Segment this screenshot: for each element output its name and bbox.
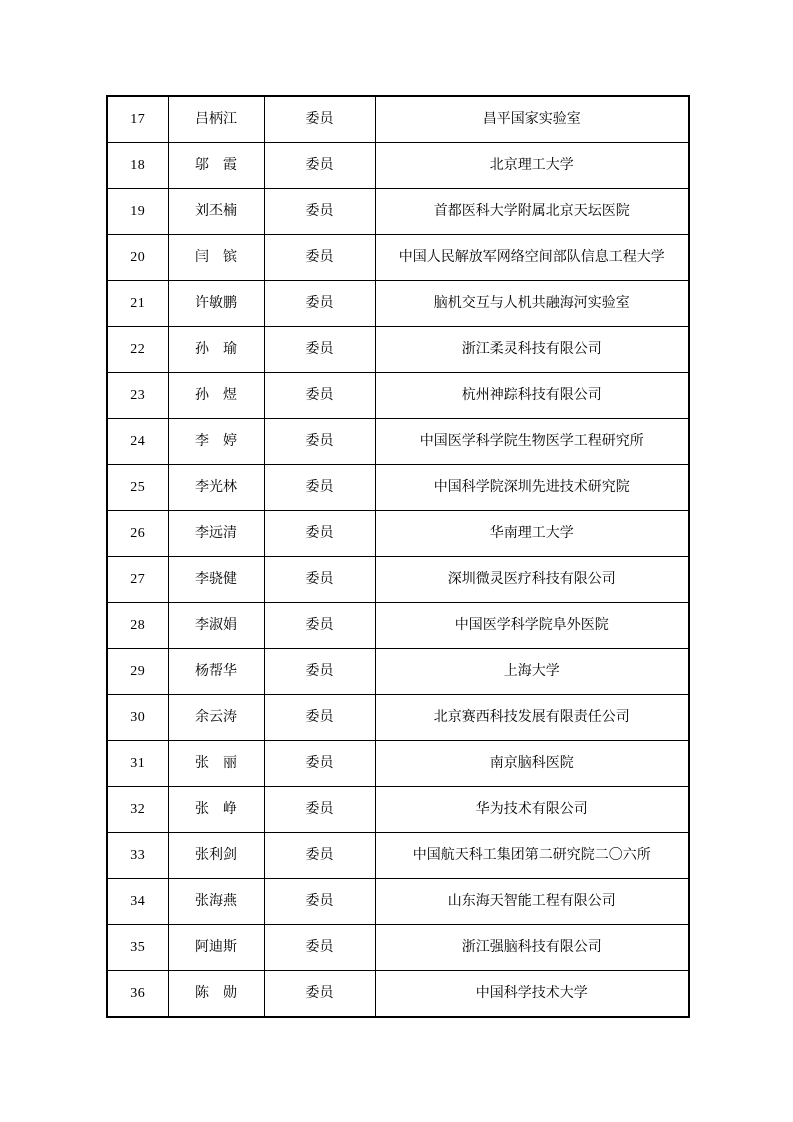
table-row [107, 971, 689, 1018]
table-row [107, 695, 689, 741]
member-role-cell: 委员 [264, 511, 375, 557]
table-row [107, 557, 689, 603]
table-row [107, 373, 689, 419]
member-organization-cell: 脑机交互与人机共融海河实验室 [375, 281, 689, 327]
member-number-cell: 19 [107, 189, 168, 235]
member-organization-cell: 山东海天智能工程有限公司 [375, 879, 689, 925]
table-row [107, 465, 689, 511]
member-number-cell: 24 [107, 419, 168, 465]
member-role-cell: 委员 [264, 787, 375, 833]
member-number-cell: 36 [107, 971, 168, 1018]
member-number-cell: 22 [107, 327, 168, 373]
committee-member-table [106, 95, 690, 1018]
member-number-cell: 20 [107, 235, 168, 281]
member-role-cell: 委员 [264, 557, 375, 603]
table-row [107, 281, 689, 327]
member-number-cell: 25 [107, 465, 168, 511]
member-role-cell: 委员 [264, 327, 375, 373]
member-name-cell: 闫 镔 [168, 235, 264, 281]
member-number-cell: 29 [107, 649, 168, 695]
member-organization-cell: 浙江强脑科技有限公司 [375, 925, 689, 971]
member-organization-cell: 深圳微灵医疗科技有限公司 [375, 557, 689, 603]
member-name-cell: 李骁健 [168, 557, 264, 603]
member-number-cell: 18 [107, 143, 168, 189]
table-row [107, 96, 689, 143]
member-name-cell: 孙 瑜 [168, 327, 264, 373]
table-row [107, 235, 689, 281]
member-name-cell: 杨帮华 [168, 649, 264, 695]
member-organization-cell: 中国医学科学院生物医学工程研究所 [375, 419, 689, 465]
member-role-cell: 委员 [264, 971, 375, 1018]
member-organization-cell: 中国航天科工集团第二研究院二〇六所 [375, 833, 689, 879]
member-number-cell: 31 [107, 741, 168, 787]
table-row [107, 787, 689, 833]
member-organization-cell: 上海大学 [375, 649, 689, 695]
table-row [107, 879, 689, 925]
member-organization-cell: 首都医科大学附属北京天坛医院 [375, 189, 689, 235]
member-organization-cell: 华为技术有限公司 [375, 787, 689, 833]
member-number-cell: 30 [107, 695, 168, 741]
table-row [107, 327, 689, 373]
member-organization-cell: 浙江柔灵科技有限公司 [375, 327, 689, 373]
member-number-cell: 35 [107, 925, 168, 971]
member-role-cell: 委员 [264, 235, 375, 281]
member-organization-cell: 杭州神踪科技有限公司 [375, 373, 689, 419]
member-number-cell: 34 [107, 879, 168, 925]
table-row [107, 741, 689, 787]
member-name-cell: 张 丽 [168, 741, 264, 787]
member-organization-cell: 北京理工大学 [375, 143, 689, 189]
member-name-cell: 陈 勋 [168, 971, 264, 1018]
member-role-cell: 委员 [264, 143, 375, 189]
member-name-cell: 李淑娟 [168, 603, 264, 649]
member-name-cell: 阿迪斯 [168, 925, 264, 971]
member-number-cell: 32 [107, 787, 168, 833]
table-row [107, 603, 689, 649]
member-role-cell: 委员 [264, 465, 375, 511]
member-role-cell: 委员 [264, 741, 375, 787]
member-name-cell: 吕柄江 [168, 96, 264, 143]
member-role-cell: 委员 [264, 373, 375, 419]
member-organization-cell: 华南理工大学 [375, 511, 689, 557]
member-role-cell: 委员 [264, 281, 375, 327]
table-row [107, 925, 689, 971]
member-table-body [107, 96, 689, 1017]
member-role-cell: 委员 [264, 695, 375, 741]
member-name-cell: 李 婷 [168, 419, 264, 465]
member-number-cell: 21 [107, 281, 168, 327]
table-row [107, 143, 689, 189]
table-row [107, 511, 689, 557]
member-organization-cell: 昌平国家实验室 [375, 96, 689, 143]
member-organization-cell: 中国人民解放军网络空间部队信息工程大学 [375, 235, 689, 281]
member-name-cell: 张利剑 [168, 833, 264, 879]
member-organization-cell: 中国医学科学院阜外医院 [375, 603, 689, 649]
table-row [107, 189, 689, 235]
table-row [107, 833, 689, 879]
table-row [107, 419, 689, 465]
member-number-cell: 33 [107, 833, 168, 879]
member-name-cell: 许敏鹏 [168, 281, 264, 327]
member-number-cell: 28 [107, 603, 168, 649]
member-name-cell: 李光林 [168, 465, 264, 511]
member-organization-cell: 中国科学院深圳先进技术研究院 [375, 465, 689, 511]
member-role-cell: 委员 [264, 96, 375, 143]
member-role-cell: 委员 [264, 419, 375, 465]
member-role-cell: 委员 [264, 189, 375, 235]
member-name-cell: 邬 霞 [168, 143, 264, 189]
member-name-cell: 刘丕楠 [168, 189, 264, 235]
member-organization-cell: 北京赛西科技发展有限责任公司 [375, 695, 689, 741]
member-number-cell: 23 [107, 373, 168, 419]
member-name-cell: 李远清 [168, 511, 264, 557]
member-name-cell: 张海燕 [168, 879, 264, 925]
member-role-cell: 委员 [264, 925, 375, 971]
member-number-cell: 26 [107, 511, 168, 557]
member-role-cell: 委员 [264, 649, 375, 695]
member-name-cell: 张 峥 [168, 787, 264, 833]
member-name-cell: 余云涛 [168, 695, 264, 741]
member-organization-cell: 中国科学技术大学 [375, 971, 689, 1018]
member-role-cell: 委员 [264, 879, 375, 925]
member-number-cell: 27 [107, 557, 168, 603]
table-row [107, 649, 689, 695]
member-role-cell: 委员 [264, 603, 375, 649]
member-role-cell: 委员 [264, 833, 375, 879]
member-number-cell: 17 [107, 96, 168, 143]
member-organization-cell: 南京脑科医院 [375, 741, 689, 787]
member-name-cell: 孙 煜 [168, 373, 264, 419]
